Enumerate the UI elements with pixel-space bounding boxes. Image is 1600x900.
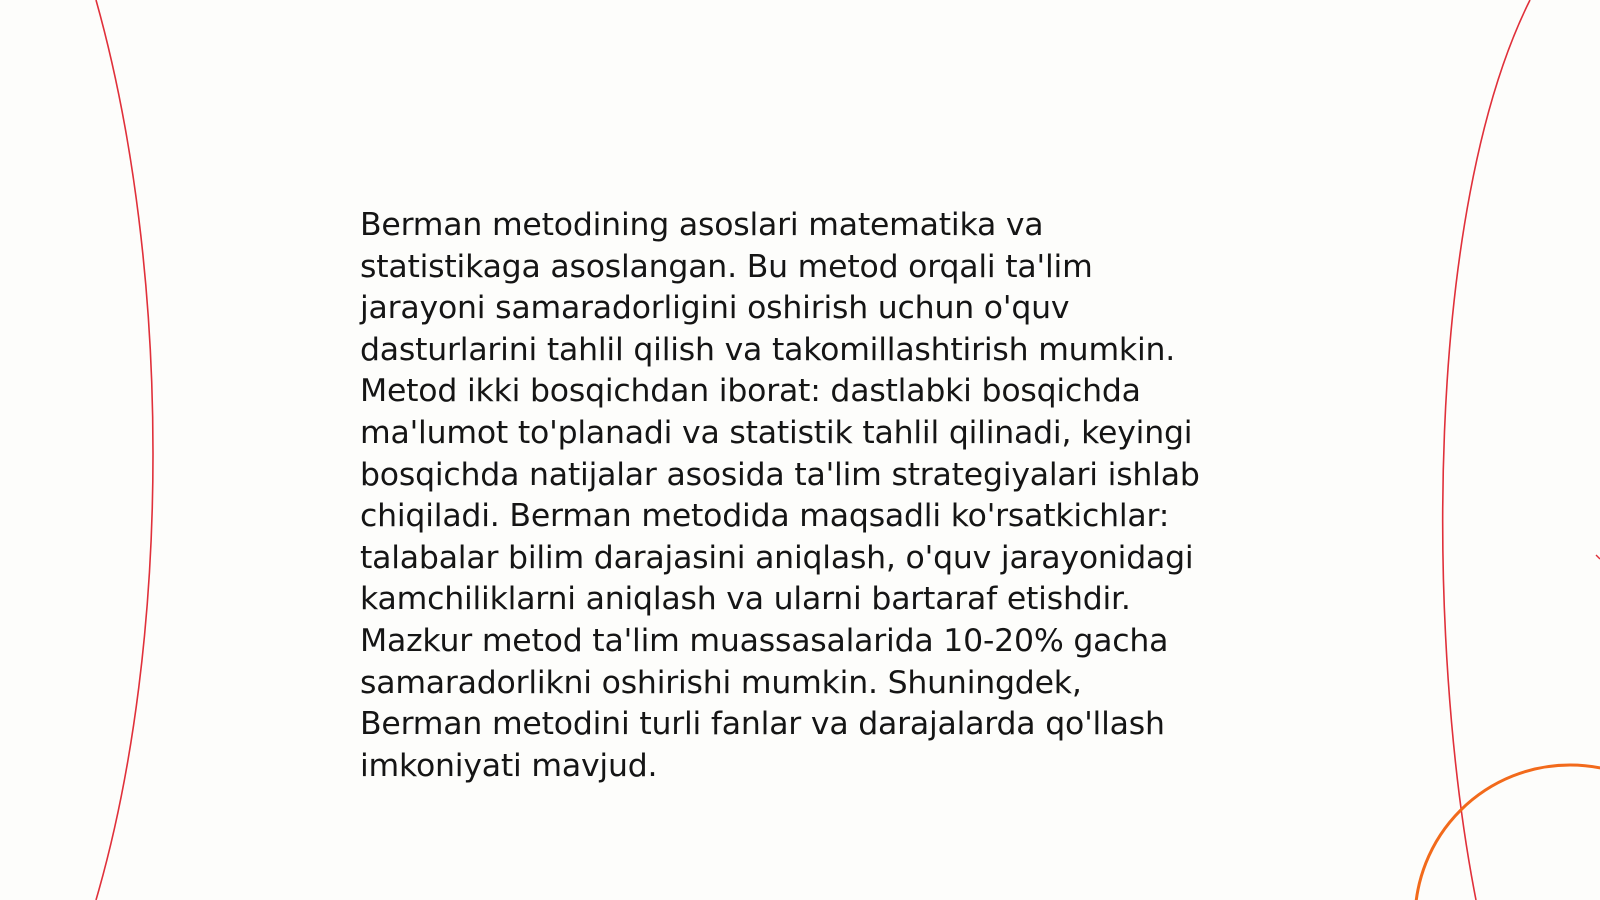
body-paragraph: Berman metodining asoslari matematika va statistikaga asoslangan. Bu metod orqali ta'lim jarayoni samaradorligini oshirish uchun o'quv dasturlarini tahlil qilish va takomillashtirish mumkin. Metod ikki bosqichdan iborat: dastlabki bosqichda ma'lumot to'planadi va statistik tahlil qilinadi, keyingi bosqichda natijalar asosida ta'lim strategiyalari ishlab chiqiladi. Berman metodida maqsadli ko'rsatkichlar: talabalar bilim darajasini aniqlash, o'quv jarayonidagi kamchiliklarni aniqlash va ularni bartaraf etishdir. Mazkur metod ta'lim muassasalarida 10-20% gacha samaradorlikni oshirishi mumkin. Shuningdek, Berman metodini turli fanlar va darajalarda qo'llash imkoniyati mavjud. — [360, 207, 1200, 784]
left-curve-line — [96, 0, 153, 900]
edge-chevron-mark — [1596, 555, 1600, 559]
right-curve-line — [1443, 0, 1530, 900]
orange-accent-arc — [1415, 765, 1600, 900]
